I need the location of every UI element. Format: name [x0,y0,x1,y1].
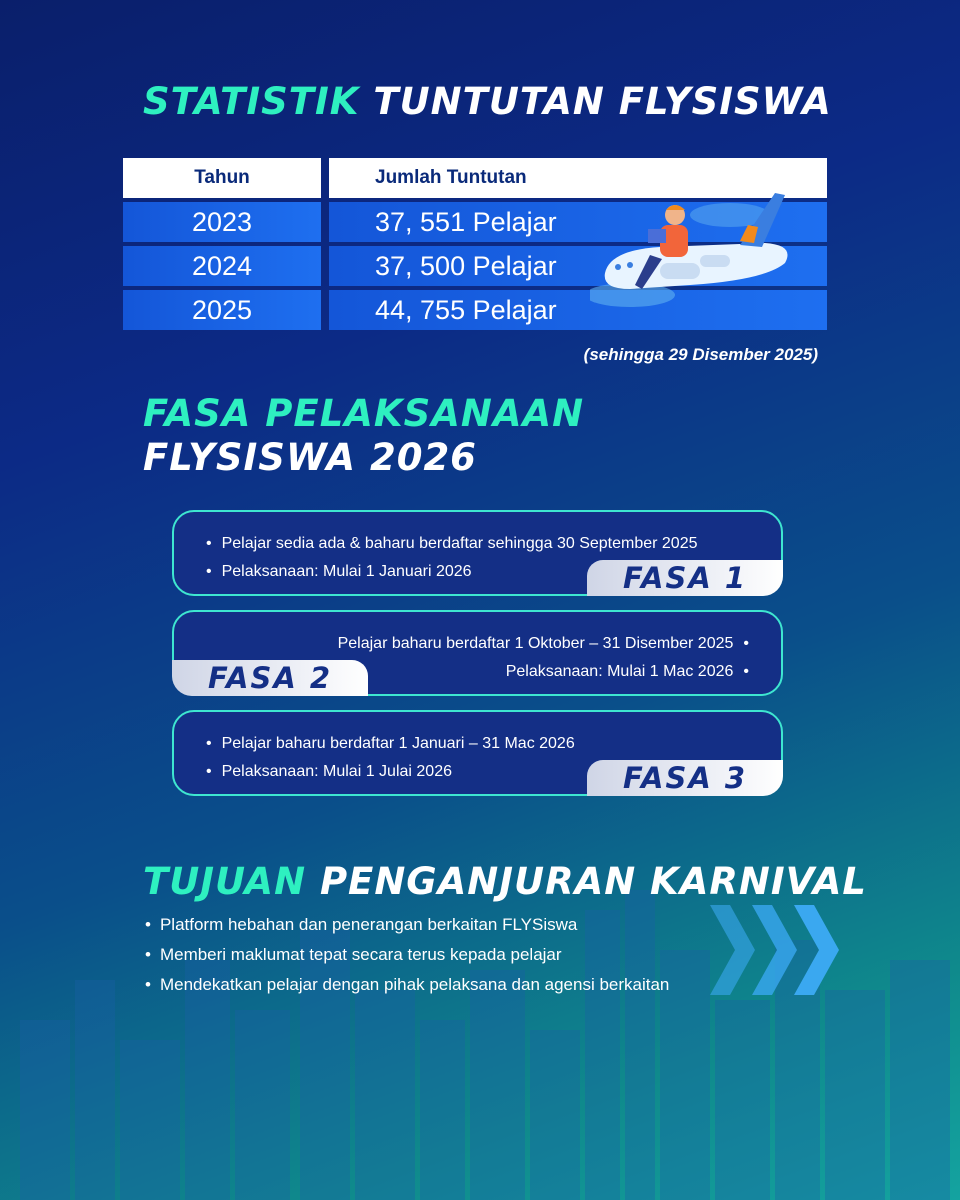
row-year: 2023 [123,202,321,242]
row-count: 44, 755 Pelajar [329,290,827,330]
phase-3-point: • Pelaksanaan: Mulai 1 Julai 2026 [206,758,575,786]
row-count: 37, 500 Pelajar [329,246,827,286]
phase-1-point: • Pelaksanaan: Mulai 1 Januari 2026 [206,558,698,586]
phases-title-line1: FASA PELAKSANAAN [143,392,585,435]
list-item: • Memberi maklumat tepat secara terus kepada pelajar [145,940,669,970]
phase-3-label: FASA 3 [587,760,783,796]
stats-note: (sehingga 29 Disember 2025) [583,345,818,364]
phase-1-point: • Pelajar sedia ada & baharu berdaftar sehingga 30 September 2025 [206,530,698,558]
phase-2-point: Pelaksanaan: Mulai 1 Mac 2026 • [338,658,749,686]
stats-title-accent: STATISTIK [143,80,360,123]
phase-card-1 [172,510,783,596]
chevron-arrows-icon [710,905,840,995]
stats-title [143,80,832,123]
goals-title [143,860,867,903]
goals-list [145,910,669,1000]
phase-1-label: FASA 1 [587,560,783,596]
goals-title-accent: TUJUAN [143,860,307,903]
phase-card-3 [172,710,783,796]
phase-2-label: FASA 2 [172,660,368,696]
row-year: 2025 [123,290,321,330]
header-year: Tahun [123,158,321,198]
phases-title-line2: FLYSISWA 2026 [143,436,477,479]
phase-card-2 [172,610,783,696]
goals-title-rest: PENGANJURAN KARNIVAL [319,860,867,903]
row-count: 37, 551 Pelajar [329,202,827,242]
phase-2-point: Pelajar baharu berdaftar 1 Oktober – 31 Disember 2025 • [338,630,749,658]
airplane-student-illustration [590,185,805,320]
list-item: • Mendekatkan pelajar dengan pihak pelaksana dan agensi berkaitan [145,970,669,1000]
header-count: Jumlah Tuntutan [329,158,827,198]
phase-3-point: • Pelajar baharu berdaftar 1 Januari – 31 Mac 2026 [206,730,575,758]
row-year: 2024 [123,246,321,286]
stats-title-rest: TUNTUTAN FLYSISWA [373,80,832,123]
list-item: • Platform hebahan dan penerangan berkaitan FLYSiswa [145,910,669,940]
phases-title [143,392,584,480]
